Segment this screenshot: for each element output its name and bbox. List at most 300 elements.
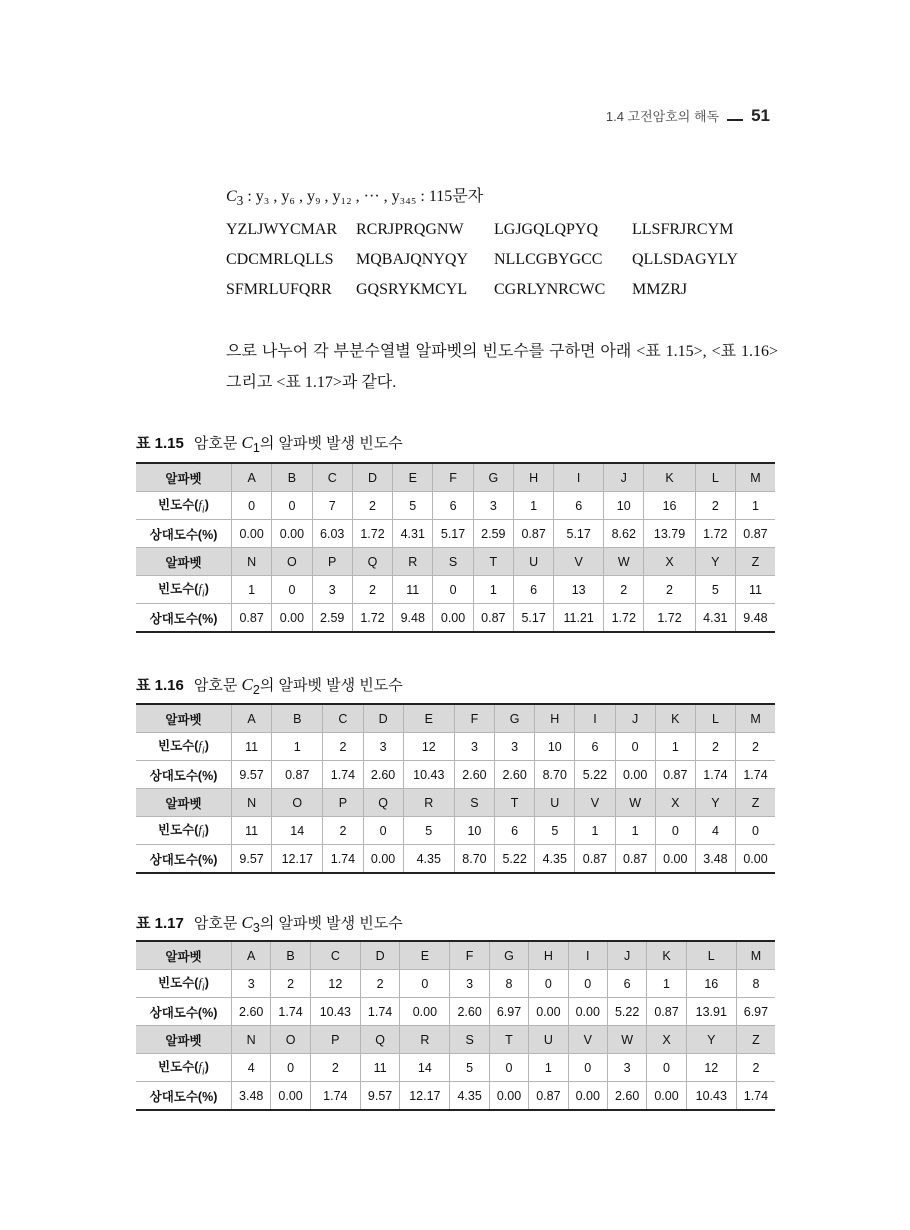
relative-frequency-cell: 2.60: [495, 761, 535, 789]
letter-cell: M: [736, 941, 775, 970]
row-label-alphabet: 알파벳: [136, 463, 232, 492]
frequency-cell: 2: [310, 1054, 360, 1082]
frequency-cell: 5: [403, 817, 454, 845]
letter-cell: S: [454, 789, 494, 817]
relative-frequency-cell: 2.59: [473, 520, 513, 548]
frequency-cell: 11: [360, 1054, 399, 1082]
letter-cell: P: [310, 1026, 360, 1054]
cipher-c3-heading: [226, 183, 786, 209]
relative-frequency-cell: 8.70: [454, 845, 494, 874]
cipher-group: QLLSDAGYLY: [632, 251, 738, 269]
frequency-table-1-15: [136, 462, 775, 633]
letter-cell: P: [323, 789, 363, 817]
cipher-group: LLSFRJRCYM: [632, 221, 734, 239]
alphabet-row: [136, 941, 775, 970]
caption-suffix: 의 알파벳 발생 빈도수: [259, 435, 403, 452]
relative-frequency-cell: 0.00: [647, 1082, 686, 1111]
letter-cell: W: [615, 789, 655, 817]
relative-frequency-cell: 5.17: [433, 520, 473, 548]
table-caption-1-16: [136, 674, 403, 697]
label-close: ): [204, 1060, 209, 1075]
frequency-row: [136, 733, 775, 761]
frequency-cell: 13: [554, 576, 604, 604]
letter-cell: J: [604, 463, 644, 492]
row-label-alphabet: 알파벳: [136, 941, 232, 970]
relative-frequency-cell: 0.87: [615, 845, 655, 874]
label-close: ): [204, 582, 209, 597]
letter-cell: V: [554, 548, 604, 576]
letter-cell: X: [655, 789, 695, 817]
frequency-row: [136, 492, 775, 520]
frequency-cell: 14: [400, 1054, 450, 1082]
caption-suffix: 의 알파벳 발생 빈도수: [259, 677, 403, 694]
cipher-group: RCRJPRQGNW: [356, 221, 464, 239]
relative-frequency-cell: 1.72: [352, 520, 392, 548]
frequency-cell: 6: [607, 970, 646, 998]
relative-frequency-row: [136, 998, 775, 1026]
relative-frequency-cell: 0.00: [400, 998, 450, 1026]
relative-frequency-cell: 5.22: [495, 845, 535, 874]
relative-frequency-cell: 0.87: [575, 845, 615, 874]
letter-cell: S: [433, 548, 473, 576]
caption-cipher-sub: 2: [252, 683, 260, 697]
frequency-cell: 0: [615, 733, 655, 761]
letter-cell: L: [686, 941, 736, 970]
relative-frequency-cell: 0.87: [513, 520, 553, 548]
cipher-group: LGJGQLQPYQ: [494, 221, 598, 239]
cipher-group: CGRLYNRCWC: [494, 281, 606, 299]
cipher-group: NLLCGBYGCC: [494, 251, 603, 269]
frequency-cell: 3: [473, 492, 513, 520]
frequency-table-1-16: [136, 703, 775, 874]
row-label-relative: 상대도수(%): [136, 604, 232, 633]
frequency-cell: 1: [735, 492, 775, 520]
frequency-cell: 7: [312, 492, 352, 520]
row-label-relative: 상대도수(%): [136, 845, 232, 874]
relative-frequency-cell: 11.21: [554, 604, 604, 633]
letter-cell: R: [400, 1026, 450, 1054]
relative-frequency-cell: 5.22: [575, 761, 615, 789]
relative-frequency-cell: 4.35: [450, 1082, 489, 1111]
letter-cell: Y: [695, 548, 735, 576]
relative-frequency-cell: 0.00: [529, 998, 568, 1026]
relative-frequency-cell: 6.03: [312, 520, 352, 548]
relative-frequency-cell: 0.00: [232, 520, 272, 548]
relative-frequency-cell: 0.00: [615, 761, 655, 789]
frequency-cell: 0: [272, 576, 312, 604]
frequency-cell: 12: [403, 733, 454, 761]
cipher-row: [226, 215, 786, 245]
relative-frequency-cell: 4.35: [403, 845, 454, 874]
row-label-frequency: [136, 576, 232, 604]
relative-frequency-cell: 9.57: [232, 761, 272, 789]
frequency-cell: 1: [232, 576, 272, 604]
letter-cell: Z: [735, 548, 775, 576]
label-var-sub: i: [201, 745, 205, 757]
letter-cell: Q: [360, 1026, 399, 1054]
cipher-group: MQBAJQNYQY: [356, 251, 469, 269]
label-var-sub: i: [201, 588, 205, 600]
label-var-sub: i: [201, 504, 205, 516]
letter-cell: H: [535, 704, 575, 733]
relative-frequency-cell: 1.74: [323, 845, 363, 874]
relative-frequency-cell: 1.74: [695, 761, 735, 789]
row-label-alphabet: 알파벳: [136, 1026, 232, 1054]
letter-cell: W: [604, 548, 644, 576]
frequency-cell: 2: [695, 733, 735, 761]
label-text: 빈도수(: [158, 739, 199, 754]
relative-frequency-cell: 1.74: [736, 761, 775, 789]
frequency-cell: 2: [360, 970, 399, 998]
letter-cell: D: [352, 463, 392, 492]
label-var: f: [198, 739, 202, 754]
letter-cell: E: [400, 941, 450, 970]
relative-frequency-cell: 0.00: [433, 604, 473, 633]
caption-suffix: 의 알파벳 발생 빈도수: [259, 915, 403, 932]
frequency-cell: 0: [232, 492, 272, 520]
relative-frequency-cell: 1.74: [360, 998, 399, 1026]
caption-prefix: 암호문: [193, 677, 238, 694]
letter-cell: D: [360, 941, 399, 970]
table-number: 표 1.17: [136, 915, 184, 932]
frequency-cell: 3: [363, 733, 403, 761]
letter-cell: U: [529, 1026, 568, 1054]
letter-cell: K: [647, 941, 686, 970]
frequency-row: [136, 817, 775, 845]
letter-cell: F: [454, 704, 494, 733]
relative-frequency-cell: 0.87: [655, 761, 695, 789]
row-label-relative: 상대도수(%): [136, 520, 232, 548]
letter-cell: Y: [695, 789, 735, 817]
cipher-c3-name: C: [226, 188, 237, 205]
caption-cipher: C: [241, 913, 253, 932]
frequency-cell: 2: [736, 1054, 775, 1082]
letter-cell: J: [615, 704, 655, 733]
frequency-cell: 6: [575, 733, 615, 761]
frequency-cell: 16: [644, 492, 695, 520]
relative-frequency-cell: 10.43: [686, 1082, 736, 1111]
relative-frequency-cell: 0.87: [647, 998, 686, 1026]
label-text: 빈도수(: [158, 498, 199, 513]
frequency-cell: 0: [400, 970, 450, 998]
cipher-group: MMZRJ: [632, 281, 688, 299]
frequency-row: [136, 1054, 775, 1082]
frequency-cell: 10: [454, 817, 494, 845]
relative-frequency-cell: 6.97: [489, 998, 528, 1026]
frequency-row: [136, 576, 775, 604]
label-var: f: [198, 1060, 202, 1075]
frequency-cell: 2: [604, 576, 644, 604]
relative-frequency-cell: 0.87: [473, 604, 513, 633]
letter-cell: T: [495, 789, 535, 817]
relative-frequency-cell: 8.62: [604, 520, 644, 548]
frequency-cell: 1: [473, 576, 513, 604]
label-text: 빈도수(: [158, 582, 199, 597]
letter-cell: W: [607, 1026, 646, 1054]
letter-cell: R: [403, 789, 454, 817]
frequency-cell: 2: [352, 576, 392, 604]
alphabet-row: [136, 548, 775, 576]
letter-cell: O: [272, 789, 323, 817]
label-var-sub: i: [201, 982, 205, 994]
table-caption-1-17: [136, 912, 403, 935]
frequency-cell: 5: [535, 817, 575, 845]
letter-cell: J: [607, 941, 646, 970]
row-label-frequency: [136, 970, 232, 998]
relative-frequency-row: [136, 520, 775, 548]
alphabet-row: [136, 704, 775, 733]
letter-cell: Z: [736, 789, 775, 817]
row-label-alphabet: 알파벳: [136, 548, 232, 576]
letter-cell: X: [647, 1026, 686, 1054]
relative-frequency-cell: 1.74: [323, 761, 363, 789]
relative-frequency-cell: 9.48: [735, 604, 775, 633]
relative-frequency-cell: 9.48: [393, 604, 433, 633]
letter-cell: I: [554, 463, 604, 492]
row-label-frequency: [136, 817, 232, 845]
relative-frequency-cell: 0.87: [272, 761, 323, 789]
letter-cell: U: [535, 789, 575, 817]
relative-frequency-cell: 13.91: [686, 998, 736, 1026]
frequency-cell: 5: [695, 576, 735, 604]
row-label-relative: 상대도수(%): [136, 761, 232, 789]
frequency-cell: 8: [736, 970, 775, 998]
letter-cell: P: [312, 548, 352, 576]
letter-cell: B: [272, 704, 323, 733]
frequency-cell: 1: [272, 733, 323, 761]
label-text: 빈도수(: [158, 976, 199, 991]
letter-cell: A: [232, 463, 272, 492]
relative-frequency-cell: 0.00: [272, 604, 312, 633]
relative-frequency-cell: 1.74: [310, 1082, 360, 1111]
row-label-alphabet: 알파벳: [136, 789, 232, 817]
label-text: 빈도수(: [158, 1060, 199, 1075]
frequency-row: [136, 970, 775, 998]
frequency-cell: 8: [489, 970, 528, 998]
relative-frequency-cell: 0.00: [655, 845, 695, 874]
relative-frequency-cell: 0.00: [568, 1082, 607, 1111]
caption-cipher-sub: 3: [252, 921, 260, 935]
letter-cell: K: [655, 704, 695, 733]
relative-frequency-cell: 9.57: [232, 845, 272, 874]
table-number: 표 1.15: [136, 435, 184, 452]
letter-cell: A: [232, 941, 271, 970]
frequency-cell: 3: [312, 576, 352, 604]
cipher-c3-rows: [226, 215, 786, 305]
relative-frequency-cell: 3.48: [695, 845, 735, 874]
relative-frequency-cell: 2.60: [232, 998, 271, 1026]
label-var: f: [198, 976, 202, 991]
relative-frequency-cell: 1.74: [271, 998, 310, 1026]
relative-frequency-cell: 9.57: [360, 1082, 399, 1111]
letter-cell: G: [495, 704, 535, 733]
letter-cell: K: [644, 463, 695, 492]
label-var: f: [198, 582, 202, 597]
letter-cell: B: [272, 463, 312, 492]
frequency-cell: 0: [568, 970, 607, 998]
frequency-cell: 1: [513, 492, 553, 520]
label-var-sub: i: [201, 829, 205, 841]
frequency-cell: 11: [393, 576, 433, 604]
relative-frequency-cell: 5.17: [554, 520, 604, 548]
relative-frequency-cell: 8.70: [535, 761, 575, 789]
frequency-cell: 1: [575, 817, 615, 845]
letter-cell: F: [450, 941, 489, 970]
frequency-cell: 0: [736, 817, 775, 845]
letter-cell: U: [513, 548, 553, 576]
letter-cell: D: [363, 704, 403, 733]
relative-frequency-row: [136, 1082, 775, 1111]
relative-frequency-cell: 10.43: [310, 998, 360, 1026]
relative-frequency-cell: 6.97: [736, 998, 775, 1026]
frequency-cell: 5: [393, 492, 433, 520]
letter-cell: T: [473, 548, 513, 576]
letter-cell: G: [489, 941, 528, 970]
frequency-cell: 6: [495, 817, 535, 845]
letter-cell: O: [272, 548, 312, 576]
frequency-cell: 2: [352, 492, 392, 520]
frequency-cell: 12: [310, 970, 360, 998]
relative-frequency-cell: 0.00: [489, 1082, 528, 1111]
relative-frequency-cell: 1.72: [695, 520, 735, 548]
frequency-cell: 0: [568, 1054, 607, 1082]
frequency-cell: 0: [271, 1054, 310, 1082]
letter-cell: Z: [736, 1026, 775, 1054]
running-head-rule: [727, 119, 743, 121]
frequency-cell: 0: [489, 1054, 528, 1082]
frequency-cell: 2: [323, 733, 363, 761]
letter-cell: V: [575, 789, 615, 817]
frequency-cell: 0: [647, 1054, 686, 1082]
letter-cell: M: [735, 463, 775, 492]
frequency-cell: 0: [529, 970, 568, 998]
label-close: ): [204, 498, 209, 513]
letter-cell: R: [393, 548, 433, 576]
cipher-c3-sequence: : y₃ , y₆ , y₉ , y₁₂ , ··· , y₃₄₅ :: [247, 188, 425, 205]
alphabet-row: [136, 1026, 775, 1054]
label-var: f: [198, 498, 202, 513]
letter-cell: G: [473, 463, 513, 492]
cipher-group: SFMRLUFQRR: [226, 281, 332, 299]
frequency-cell: 4: [695, 817, 735, 845]
frequency-cell: 2: [323, 817, 363, 845]
label-close: ): [204, 976, 209, 991]
row-label-frequency: [136, 1054, 232, 1082]
alphabet-row: [136, 789, 775, 817]
cipher-c3-block: [226, 183, 786, 305]
frequency-cell: 0: [433, 576, 473, 604]
relative-frequency-cell: 0.00: [272, 520, 312, 548]
frequency-cell: 3: [232, 970, 271, 998]
frequency-cell: 1: [647, 970, 686, 998]
frequency-cell: 5: [450, 1054, 489, 1082]
relative-frequency-cell: 1.72: [644, 604, 695, 633]
letter-cell: Y: [686, 1026, 736, 1054]
alphabet-row: [136, 463, 775, 492]
relative-frequency-cell: 4.31: [393, 520, 433, 548]
frequency-cell: 3: [607, 1054, 646, 1082]
frequency-cell: 11: [735, 576, 775, 604]
letter-cell: B: [271, 941, 310, 970]
row-label-relative: 상대도수(%): [136, 998, 232, 1026]
frequency-cell: 11: [232, 817, 272, 845]
relative-frequency-row: [136, 761, 775, 789]
frequency-cell: 3: [495, 733, 535, 761]
table-number: 표 1.16: [136, 677, 184, 694]
relative-frequency-cell: 0.00: [271, 1082, 310, 1111]
cipher-c3-name-sub: 3: [236, 193, 244, 209]
frequency-cell: 1: [615, 817, 655, 845]
relative-frequency-cell: 10.43: [403, 761, 454, 789]
cipher-c3-count: 115문자: [428, 188, 484, 205]
frequency-cell: 2: [736, 733, 775, 761]
frequency-cell: 10: [604, 492, 644, 520]
row-label-alphabet: 알파벳: [136, 704, 232, 733]
relative-frequency-cell: 0.87: [735, 520, 775, 548]
page-number: 51: [751, 106, 770, 125]
body-paragraph: 으로 나누어 각 부분수열별 알파벳의 빈도수를 구하면 아래 <표 1.15>, <표 1.16> 그리고 <표 1.17>과 같다.: [226, 343, 778, 391]
frequency-cell: 11: [232, 733, 272, 761]
relative-frequency-cell: 3.48: [232, 1082, 271, 1111]
relative-frequency-cell: 2.60: [607, 1082, 646, 1111]
frequency-cell: 16: [686, 970, 736, 998]
cipher-row: [226, 275, 786, 305]
letter-cell: M: [736, 704, 775, 733]
letter-cell: H: [529, 941, 568, 970]
frequency-cell: 10: [535, 733, 575, 761]
frequency-cell: 0: [655, 817, 695, 845]
relative-frequency-cell: 1.72: [604, 604, 644, 633]
letter-cell: C: [312, 463, 352, 492]
running-head: [606, 106, 770, 126]
relative-frequency-row: [136, 604, 775, 633]
relative-frequency-cell: 0.00: [363, 845, 403, 874]
label-close: ): [204, 739, 209, 754]
relative-frequency-cell: 12.17: [272, 845, 323, 874]
frequency-cell: 0: [272, 492, 312, 520]
frequency-table-1-17: [136, 940, 775, 1111]
relative-frequency-cell: 12.17: [400, 1082, 450, 1111]
letter-cell: N: [232, 1026, 271, 1054]
frequency-cell: 2: [644, 576, 695, 604]
letter-cell: T: [489, 1026, 528, 1054]
frequency-cell: 4: [232, 1054, 271, 1082]
caption-prefix: 암호문: [193, 435, 238, 452]
relative-frequency-cell: 2.60: [450, 998, 489, 1026]
letter-cell: I: [568, 941, 607, 970]
relative-frequency-cell: 5.22: [607, 998, 646, 1026]
relative-frequency-cell: 0.87: [529, 1082, 568, 1111]
relative-frequency-cell: 4.31: [695, 604, 735, 633]
frequency-cell: 14: [272, 817, 323, 845]
row-label-frequency: [136, 733, 232, 761]
letter-cell: C: [323, 704, 363, 733]
letter-cell: Q: [363, 789, 403, 817]
row-label-frequency: [136, 492, 232, 520]
frequency-cell: 6: [554, 492, 604, 520]
relative-frequency-cell: 13.79: [644, 520, 695, 548]
label-var-sub: i: [201, 1066, 205, 1078]
relative-frequency-cell: 2.60: [454, 761, 494, 789]
letter-cell: X: [644, 548, 695, 576]
frequency-cell: 1: [529, 1054, 568, 1082]
letter-cell: N: [232, 789, 272, 817]
relative-frequency-cell: 0.87: [232, 604, 272, 633]
letter-cell: E: [393, 463, 433, 492]
relative-frequency-cell: 1.74: [736, 1082, 775, 1111]
letter-cell: H: [513, 463, 553, 492]
relative-frequency-cell: 0.00: [568, 998, 607, 1026]
